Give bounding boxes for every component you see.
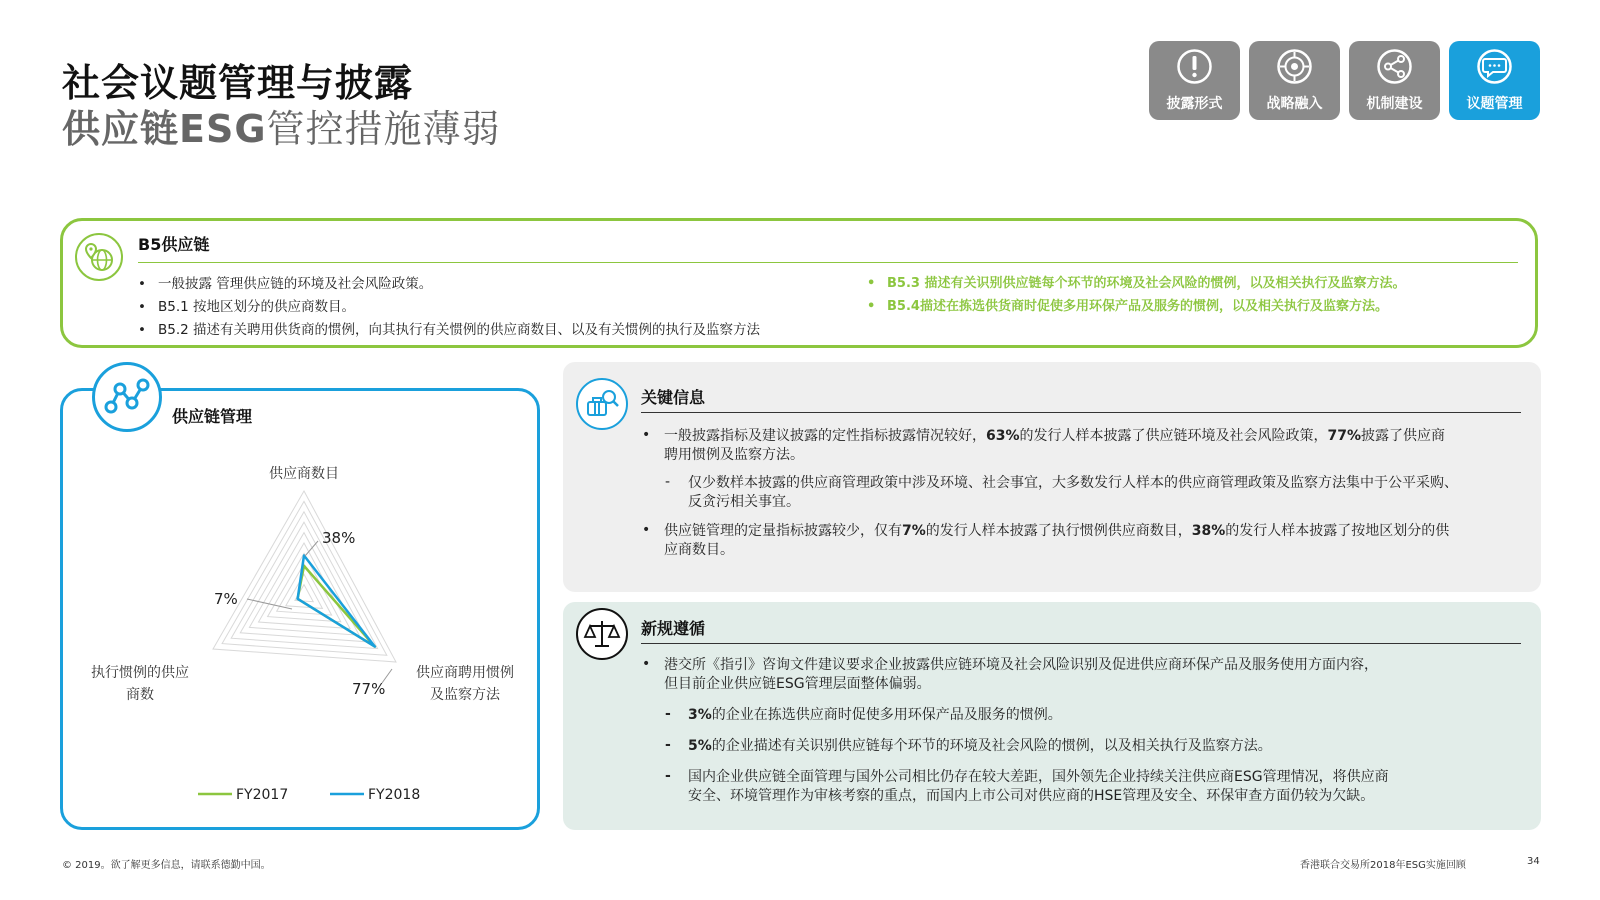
target-icon: [1276, 48, 1313, 85]
value-label-top: 38%: [322, 529, 356, 547]
b5-code: B5.4: [887, 299, 920, 314]
axis-label-right: 供应商聘用惯例: [416, 665, 514, 681]
globe-pin-icon: [74, 232, 124, 282]
briefcase-search-icon: [578, 380, 626, 428]
b5-item: • B5.1 按地区划分的供应商数目。: [138, 299, 356, 315]
compliance-divider: [641, 643, 1521, 644]
key-info-bullet-1: 一般披露指标及建议披露的定性指标披露情况较好，63%的发行人样本披露了供应链环境及社会风险政策，77%披露了供应商: [664, 428, 1446, 444]
footer-report-title: 香港联合交易所2018年ESG实施回顾: [1300, 860, 1466, 871]
dash: -: [665, 737, 671, 753]
b5-code: B5.3: [887, 276, 920, 291]
nav-tile-topic-management[interactable]: [1449, 41, 1540, 120]
legend-label-fy2018: FY2018: [368, 787, 421, 803]
scales-icon: [578, 610, 626, 658]
compliance-sub-3: 国内企业供应链全面管理与国外公司相比仍存在较大差距，国外领先企业持续关注供应商ESG管理情况，将供应商: [688, 769, 1389, 785]
subtitle-rest: 管控措施薄弱: [266, 107, 501, 151]
key-info-bullet-1-cont: 聘用惯例及监察方法。: [664, 447, 804, 463]
nav-tile-disclosure-form[interactable]: [1149, 41, 1240, 120]
b5-item-green: • B5.4描述在拣选供货商时促使多用环保产品及服务的惯例，以及相关执行及监察方法。: [867, 299, 1388, 314]
dash: -: [665, 474, 671, 490]
compliance-badge: [576, 608, 628, 660]
b5-divider: [138, 262, 1518, 263]
bullet: •: [642, 427, 651, 443]
exclamation-icon: [1176, 48, 1213, 85]
dash: -: [665, 706, 671, 722]
bullet: •: [642, 522, 651, 538]
b5-item-text: 描述在拣选供货商时促使多用环保产品及服务的惯例，以及相关执行及监察方法。: [919, 299, 1388, 314]
nav-tile-mechanism[interactable]: [1349, 41, 1440, 120]
compliance-sub-2: 5%的企业描述有关识别供应链每个环节的环境及社会风险的惯例，以及相关执行及监察方法。: [688, 738, 1272, 754]
compliance-bullet-1: 港交所《指引》咨询文件建议要求企业披露供应链环境及社会风险识别及促进供应商环保产品及服务使用方面内容，: [664, 657, 1378, 673]
footer-copyright: © 2019。欲了解更多信息，请联系德勤中国。: [62, 860, 271, 871]
nav-label: 披露形式: [1166, 96, 1223, 112]
value-label-leader: [247, 599, 292, 609]
nav-label: 议题管理: [1466, 96, 1523, 112]
compliance-bullet-1-cont: 但目前企业供应链ESG管理层面整体偏弱。: [664, 676, 931, 692]
b5-item-text: B5.2 描述有关聘用供货商的惯例，向其执行有关惯例的供应商数目、以及有关惯例的执行及监察方法: [158, 322, 761, 338]
value-label-left: 7%: [214, 590, 238, 608]
dash: -: [665, 768, 671, 784]
network-icon: [95, 365, 159, 429]
legend-label-fy2017: FY2017: [236, 787, 289, 803]
key-info-bullet-2-cont: 应商数目。: [664, 542, 734, 558]
page-title: 社会议题管理与披露: [62, 61, 414, 105]
compliance-sub-3-cont: 安全、环境管理作为审核考察的重点，而国内上市公司对供应商的HSE管理及安全、环保审查方面仍较为欠缺。: [688, 788, 1375, 804]
supply-chain-title: 供应链管理: [172, 407, 253, 426]
chat-icon: [1476, 48, 1513, 85]
b5-item: • 一般披露 管理供应链的环境及社会风险政策。: [138, 276, 433, 292]
compliance-sub-1: 3%的企业在拣选供应商时促使多用环保产品及服务的惯例。: [688, 707, 1062, 723]
compliance-title: 新规遵循: [641, 619, 706, 638]
axis-label-right-2: 及监察方法: [430, 687, 500, 703]
b5-item: • B5.2 描述有关聘用供货商的惯例，向其执行有关惯例的供应商数目、以及有关惯例的执行及监察方法: [138, 322, 761, 338]
b5-item-text: 描述有关识别供应链每个环节的环境及社会风险的惯例，以及相关执行及监察方法。: [919, 276, 1406, 291]
supply-chain-badge: [92, 362, 162, 432]
radar-grid-ring: [213, 491, 396, 662]
nav-label: 战略融入: [1266, 96, 1323, 112]
b5-item-text: B5.1 按地区划分的供应商数目。: [158, 299, 356, 315]
axis-label-left-2: 商数: [126, 687, 154, 703]
key-info-bullet-2: 供应链管理的定量指标披露较少，仅有7%的发行人样本披露了执行惯例供应商数目，38%的发行人样本披露了按地区划分的供: [664, 523, 1450, 539]
b5-item-green: • B5.3 描述有关识别供应链每个环节的环境及社会风险的惯例，以及相关执行及监察方法。: [867, 276, 1406, 291]
nav-label: 机制建设: [1366, 96, 1423, 112]
key-info-sub-1-cont: 反贪污相关事宜。: [688, 494, 800, 510]
share-icon: [1376, 48, 1413, 85]
key-info-divider: [641, 412, 1521, 413]
key-info-title: 关键信息: [641, 388, 706, 407]
nav-tile-strategy[interactable]: [1249, 41, 1340, 120]
bullet: •: [642, 656, 651, 672]
value-label-right: 77%: [352, 680, 386, 698]
page-subtitle: [62, 98, 501, 153]
key-info-sub-1: 仅少数样本披露的供应商管理政策中涉及环境、社会事宜，大多数发行人样本的供应商管理政策及监察方法集中于公平采购、: [688, 475, 1458, 491]
axis-label-left: 执行惯例的供应: [91, 665, 189, 681]
b5-item-text: 一般披露 管理供应链的环境及社会风险政策。: [158, 276, 433, 292]
radar-grid: [213, 491, 396, 662]
subtitle-bold: 供应链ESG: [62, 107, 267, 151]
key-info-badge: [576, 378, 628, 430]
radar-chart: [60, 440, 540, 830]
page-number: 34: [1527, 856, 1540, 867]
axis-label-top: 供应商数目: [269, 466, 339, 482]
b5-title: B5供应链: [138, 235, 210, 254]
